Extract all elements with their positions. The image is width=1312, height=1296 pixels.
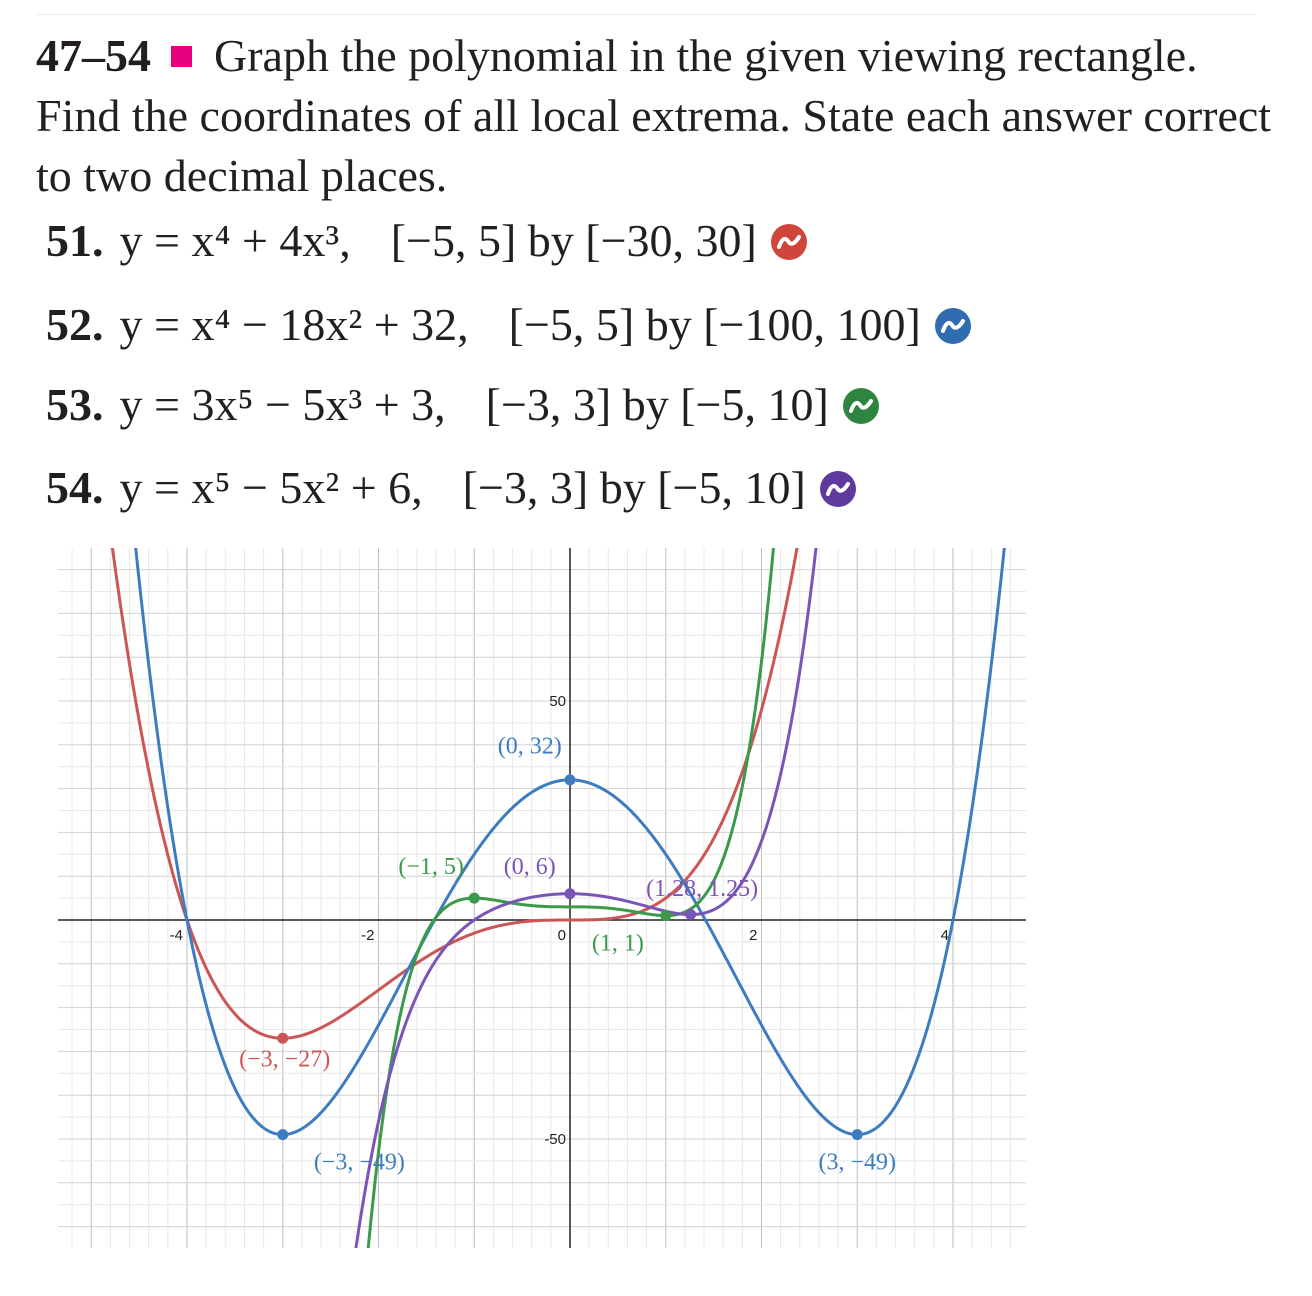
extremum-label: (1.28, 1.25) (646, 875, 759, 902)
extremum-label: (1, 1) (591, 930, 644, 957)
extremum-label: (−1, 5) (398, 854, 464, 881)
extremum-point (685, 909, 696, 920)
problem-number: 51. (46, 215, 104, 266)
problem-53 (46, 378, 879, 431)
x-tick-label: 4 (940, 927, 949, 944)
extremum-point (852, 1129, 863, 1140)
extremum-label: (0, 6) (503, 854, 556, 881)
problem-window: [−5, 5] by [−30, 30] (390, 215, 757, 266)
problem-51 (46, 214, 807, 267)
problem-number: 52. (46, 299, 104, 350)
x-tick-label: -2 (361, 927, 375, 944)
extremum-point (660, 910, 671, 921)
y-tick-label: -50 (544, 1131, 566, 1148)
problem-equation: y = x⁴ − 18x² + 32, (119, 299, 469, 350)
extremum-point (469, 893, 480, 904)
exercise-instructions: Graph the polynomial in the given viewing rectangle. Find the coordinates of all local extrema. State each answer correct to two decimal places. (36, 30, 1272, 201)
series-x4-18x2-32 (58, 540, 1026, 1135)
x-tick-label: 0 (557, 927, 566, 944)
graph-icon[interactable] (820, 471, 856, 507)
problem-equation: y = x⁵ − 5x² + 6, (119, 462, 423, 513)
exercise-header (36, 26, 1276, 206)
graph-icon[interactable] (771, 224, 807, 260)
extremum-label: (−3, −27) (239, 1046, 331, 1073)
problem-number: 54. (46, 462, 104, 513)
problem-52 (46, 298, 971, 351)
problem-54 (46, 461, 856, 514)
extremum-point (277, 1129, 288, 1140)
problem-number: 53. (46, 379, 104, 430)
problem-equation: y = 3x⁵ − 5x³ + 3, (119, 379, 446, 430)
extremum-point (565, 774, 576, 785)
problem-window: [−5, 5] by [−100, 100] (508, 299, 921, 350)
x-tick-label: 2 (749, 927, 758, 944)
pink-square-icon (171, 46, 192, 67)
extremum-label: (3, −49) (818, 1149, 897, 1176)
y-tick-label: 50 (549, 693, 566, 710)
polynomial-graph (0, 540, 1312, 1260)
x-tick-label: -4 (169, 927, 183, 944)
exercise-range: 47–54 (36, 30, 151, 81)
problem-window: [−3, 3] by [−5, 10] (462, 462, 806, 513)
extremum-label: (−3, −49) (313, 1149, 405, 1176)
graph-icon[interactable] (935, 308, 971, 344)
problem-window: [−3, 3] by [−5, 10] (485, 379, 829, 430)
top-rule (36, 14, 1256, 15)
extremum-point (277, 1033, 288, 1044)
extremum-label: (0, 32) (497, 733, 562, 760)
graph-icon[interactable] (843, 388, 879, 424)
extremum-point (565, 888, 576, 899)
problem-equation: y = x⁴ + 4x³, (119, 215, 351, 266)
